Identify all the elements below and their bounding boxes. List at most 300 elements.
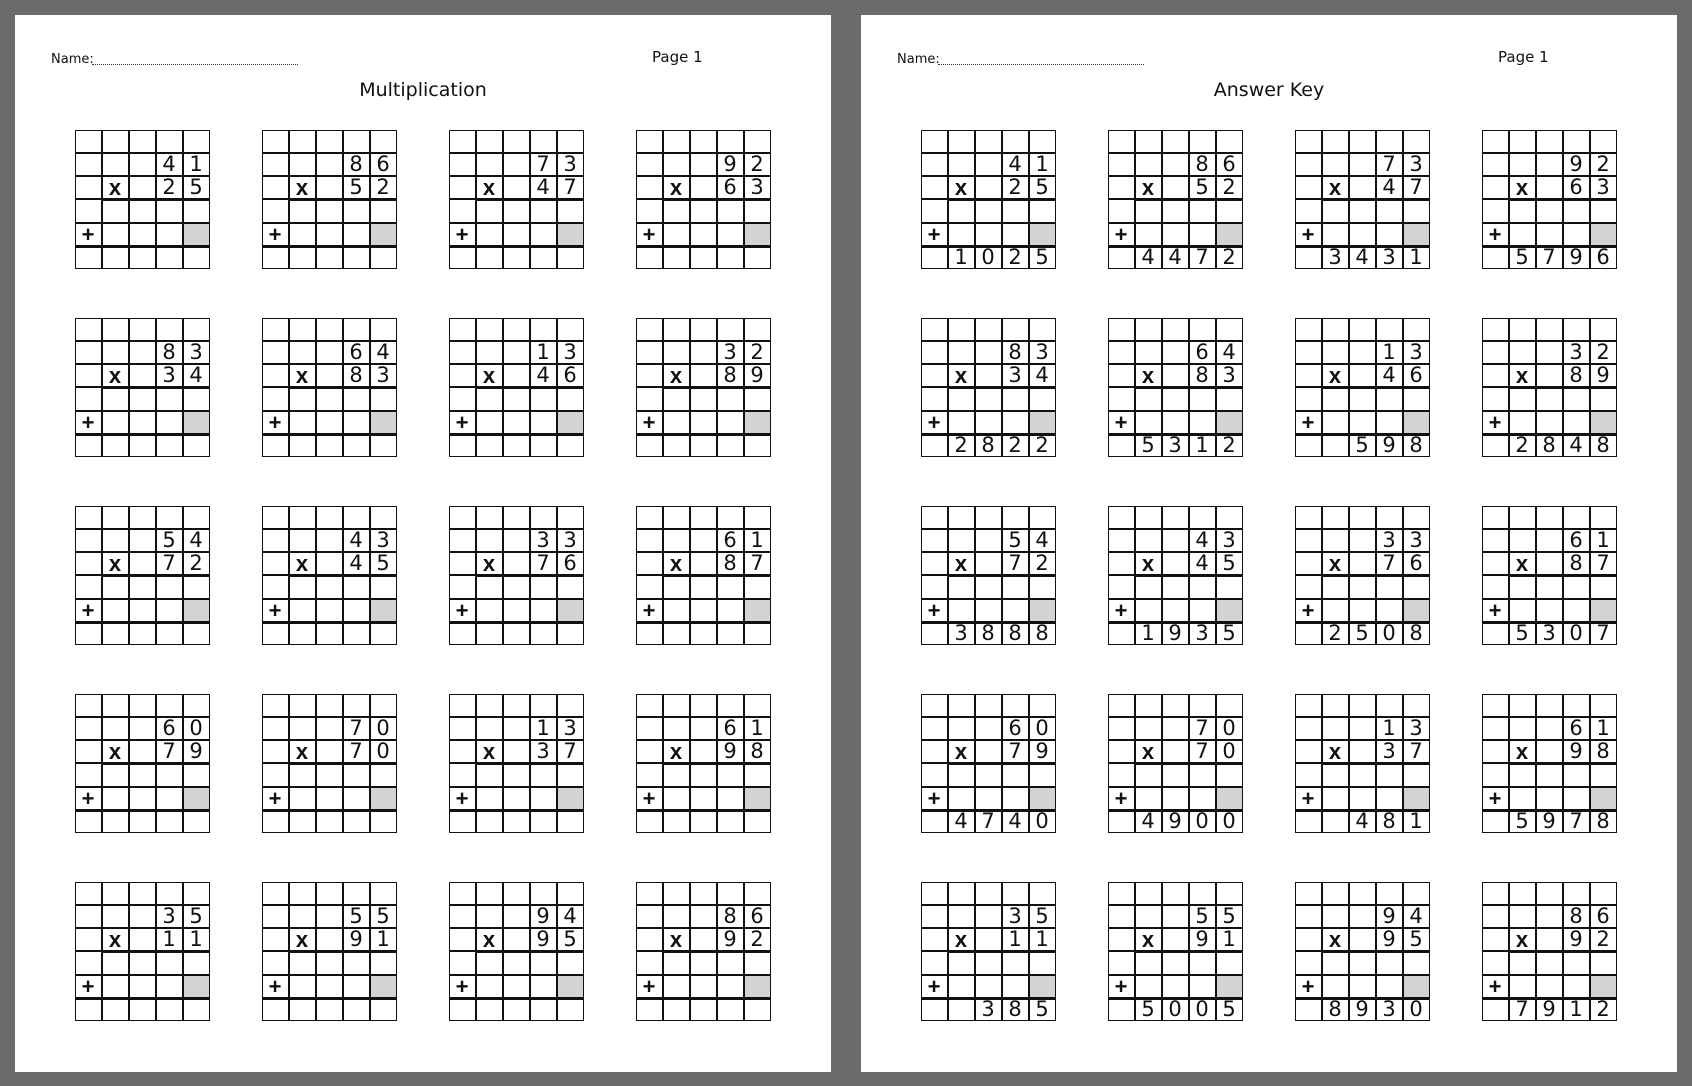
grid-cell (1376, 763, 1403, 786)
sum-rule (262, 809, 397, 812)
product-rule (476, 574, 584, 577)
grid-cell (503, 529, 530, 552)
grid-cell (1108, 905, 1135, 928)
product-rule (663, 574, 771, 577)
grid-cell (1322, 341, 1349, 364)
multiplier-digit: 9 (1590, 364, 1617, 387)
grid-cell (636, 434, 663, 457)
grid-cell (1590, 199, 1617, 222)
multiplicand-digit: 3 (1002, 905, 1029, 928)
placeholder-cell (370, 411, 397, 434)
grid-cell (1509, 199, 1536, 222)
grid-cell (1135, 975, 1162, 998)
grid-cell (1295, 246, 1322, 269)
grid-cell (262, 951, 289, 974)
answer-digit: 8 (1322, 998, 1349, 1021)
times-sign: x (663, 552, 690, 575)
grid-cell (1162, 787, 1189, 810)
multiplicand-digit: 1 (1376, 717, 1403, 740)
grid-cell (1002, 130, 1029, 153)
grid-cell (262, 998, 289, 1021)
times-sign: x (948, 364, 975, 387)
grid-cell (975, 341, 1002, 364)
grid-cell (717, 199, 744, 222)
grid-cell (1509, 951, 1536, 974)
grid-cell (1295, 763, 1322, 786)
product-rule (663, 386, 771, 389)
grid-cell (503, 223, 530, 246)
grid-cell (1295, 928, 1322, 951)
grid-cell (717, 810, 744, 833)
times-sign: x (1322, 552, 1349, 575)
grid-cell (663, 998, 690, 1021)
grid-cell (343, 951, 370, 974)
grid-cell (1509, 694, 1536, 717)
grid-cell (1108, 176, 1135, 199)
grid-cell (663, 882, 690, 905)
grid-cell (1536, 199, 1563, 222)
grid-cell (1482, 882, 1509, 905)
grid-cell (1376, 575, 1403, 598)
multiplicand-digit: 9 (530, 905, 557, 928)
times-sign: x (1322, 176, 1349, 199)
grid-cell (663, 810, 690, 833)
answer-digit: 1 (1563, 998, 1590, 1021)
multiplier-digit: 7 (530, 552, 557, 575)
grid-cell (370, 387, 397, 410)
multiplicand-digit: 3 (1403, 341, 1430, 364)
product-rule (1509, 198, 1617, 201)
grid-cell (948, 882, 975, 905)
times-sign: x (1135, 176, 1162, 199)
grid-cell (1376, 975, 1403, 998)
grid-cell (1162, 882, 1189, 905)
grid-cell (1590, 506, 1617, 529)
sum-rule (1295, 621, 1430, 624)
grid-cell (503, 975, 530, 998)
multiplier-digit: 6 (1403, 364, 1430, 387)
grid-cell (948, 787, 975, 810)
answer-digit: 3 (1376, 246, 1403, 269)
grid-cell (102, 341, 129, 364)
grid-cell (503, 153, 530, 176)
grid-cell (156, 694, 183, 717)
grid-cell (476, 199, 503, 222)
grid-cell (1295, 434, 1322, 457)
sum-rule (1295, 997, 1430, 1000)
placeholder-cell (1216, 411, 1243, 434)
answer-digit: 8 (975, 622, 1002, 645)
multiplicand-digit: 4 (370, 341, 397, 364)
grid-cell (262, 740, 289, 763)
grid-cell (921, 717, 948, 740)
grid-cell (1536, 387, 1563, 410)
grid-cell (530, 998, 557, 1021)
grid-cell (717, 387, 744, 410)
grid-cell (1135, 882, 1162, 905)
grid-cell (129, 246, 156, 269)
multiplication-problem (921, 130, 1056, 270)
grid-cell (1002, 387, 1029, 410)
grid-cell (948, 506, 975, 529)
times-sign: x (1509, 364, 1536, 387)
multiplicand-digit: 2 (1590, 153, 1617, 176)
grid-cell (948, 223, 975, 246)
multiplicand-digit: 3 (1563, 341, 1590, 364)
answer-digit: 1 (1189, 434, 1216, 457)
multiplier-digit: 1 (370, 928, 397, 951)
times-sign: x (289, 364, 316, 387)
grid-cell (1108, 882, 1135, 905)
grid-cell (744, 882, 771, 905)
grid-cell (1590, 694, 1617, 717)
grid-cell (1349, 975, 1376, 998)
grid-cell (1349, 694, 1376, 717)
grid-cell (476, 975, 503, 998)
grid-cell (636, 130, 663, 153)
grid-cell (262, 246, 289, 269)
times-sign: x (289, 928, 316, 951)
grid-cell (1216, 199, 1243, 222)
grid-cell (129, 975, 156, 998)
grid-cell (1482, 318, 1509, 341)
multiplier-digit: 4 (343, 552, 370, 575)
page-number: Page 1 (1498, 48, 1549, 66)
grid-cell (156, 882, 183, 905)
grid-cell (75, 575, 102, 598)
times-sign: x (1135, 928, 1162, 951)
multiplier-digit: 8 (1590, 740, 1617, 763)
placeholder-cell (744, 787, 771, 810)
multiplier-digit: 7 (1376, 552, 1403, 575)
plus-sign: + (1295, 411, 1322, 434)
grid-cell (503, 787, 530, 810)
answer-digit: 3 (948, 622, 975, 645)
grid-cell (530, 506, 557, 529)
sum-rule (262, 245, 397, 248)
grid-cell (343, 810, 370, 833)
grid-cell (316, 740, 343, 763)
grid-cell (1162, 387, 1189, 410)
grid-cell (530, 246, 557, 269)
grid-cell (557, 622, 584, 645)
grid-cell (636, 740, 663, 763)
plus-sign: + (1108, 223, 1135, 246)
multiplier-digit: 7 (343, 740, 370, 763)
grid-cell (1590, 882, 1617, 905)
grid-cell (75, 740, 102, 763)
multiplier-digit: 8 (744, 740, 771, 763)
grid-cell (102, 411, 129, 434)
grid-cell (1509, 387, 1536, 410)
grid-cell (975, 411, 1002, 434)
grid-cell (75, 434, 102, 457)
grid-cell (156, 787, 183, 810)
grid-cell (1135, 130, 1162, 153)
multiplication-problem (262, 506, 397, 646)
product-rule (1135, 762, 1243, 765)
plus-sign: + (1295, 599, 1322, 622)
answer-digit: 2 (1216, 434, 1243, 457)
grid-cell (476, 506, 503, 529)
grid-cell (1536, 341, 1563, 364)
grid-cell (1295, 622, 1322, 645)
answer-digit: 8 (1536, 434, 1563, 457)
grid-cell (1108, 763, 1135, 786)
grid-cell (1509, 763, 1536, 786)
grid-cell (663, 694, 690, 717)
grid-cell (1482, 506, 1509, 529)
grid-cell (1376, 694, 1403, 717)
multiplier-digit: 2 (1029, 552, 1056, 575)
grid-cell (663, 529, 690, 552)
grid-cell (1295, 740, 1322, 763)
grid-cell (1135, 717, 1162, 740)
grid-cell (1322, 223, 1349, 246)
grid-cell (1403, 763, 1430, 786)
grid-cell (289, 434, 316, 457)
multiplicand-digit: 1 (744, 717, 771, 740)
grid-cell (1216, 951, 1243, 974)
product-rule (663, 762, 771, 765)
grid-cell (717, 975, 744, 998)
grid-cell (156, 763, 183, 786)
times-sign: x (663, 740, 690, 763)
multiplier-digit: 9 (530, 928, 557, 951)
times-sign: x (476, 552, 503, 575)
grid-cell (663, 787, 690, 810)
grid-cell (129, 153, 156, 176)
grid-cell (690, 176, 717, 199)
grid-cell (921, 810, 948, 833)
grid-cell (663, 905, 690, 928)
multiplicand-digit: 4 (1029, 529, 1056, 552)
grid-cell (1349, 882, 1376, 905)
grid-cell (557, 882, 584, 905)
multiplicand-digit: 0 (1216, 717, 1243, 740)
grid-cell (1376, 506, 1403, 529)
grid-cell (1108, 717, 1135, 740)
grid-cell (690, 694, 717, 717)
times-sign: x (476, 740, 503, 763)
grid-cell (663, 975, 690, 998)
grid-cell (75, 763, 102, 786)
times-sign: x (476, 364, 503, 387)
grid-cell (1482, 810, 1509, 833)
grid-cell (717, 998, 744, 1021)
grid-cell (1536, 552, 1563, 575)
grid-cell (1162, 341, 1189, 364)
grid-cell (156, 411, 183, 434)
multiplicand-digit: 1 (530, 341, 557, 364)
multiplication-problem (921, 506, 1056, 646)
multiplicand-digit: 5 (343, 905, 370, 928)
multiplier-digit: 5 (343, 176, 370, 199)
multiplicand-digit: 7 (1189, 717, 1216, 740)
grid-cell (1322, 529, 1349, 552)
grid-cell (1189, 318, 1216, 341)
grid-cell (1349, 529, 1376, 552)
answer-digit: 1 (948, 246, 975, 269)
sum-rule (262, 997, 397, 1000)
grid-cell (449, 694, 476, 717)
grid-cell (1029, 387, 1056, 410)
grid-cell (343, 787, 370, 810)
product-rule (1322, 762, 1430, 765)
grid-cell (1563, 951, 1590, 974)
grid-cell (1162, 411, 1189, 434)
multiplication-problem (75, 506, 210, 646)
answer-digit: 1 (1135, 622, 1162, 645)
grid-cell (1295, 998, 1322, 1021)
grid-cell (663, 434, 690, 457)
answer-digit: 2 (948, 434, 975, 457)
grid-cell (449, 552, 476, 575)
placeholder-cell (1403, 411, 1430, 434)
grid-cell (921, 622, 948, 645)
grid-cell (1482, 717, 1509, 740)
multiplicand-digit: 1 (530, 717, 557, 740)
multiplicand-digit: 1 (1376, 341, 1403, 364)
grid-cell (129, 199, 156, 222)
grid-cell (1108, 575, 1135, 598)
grid-cell (1563, 694, 1590, 717)
times-sign: x (1135, 364, 1162, 387)
grid-cell (1563, 411, 1590, 434)
times-sign: x (476, 928, 503, 951)
multiplier-digit: 5 (183, 176, 210, 199)
grid-cell (102, 387, 129, 410)
grid-cell (921, 951, 948, 974)
grid-cell (975, 318, 1002, 341)
grid-cell (1108, 529, 1135, 552)
grid-cell (476, 246, 503, 269)
plus-sign: + (1482, 975, 1509, 998)
product-rule (948, 762, 1056, 765)
multiplier-digit: 2 (1002, 176, 1029, 199)
grid-cell (370, 951, 397, 974)
multiplier-digit: 7 (1002, 740, 1029, 763)
placeholder-cell (370, 599, 397, 622)
grid-cell (289, 199, 316, 222)
multiplicand-digit: 6 (1216, 153, 1243, 176)
grid-cell (1162, 529, 1189, 552)
plus-sign: + (1482, 223, 1509, 246)
grid-cell (102, 506, 129, 529)
times-sign: x (1509, 176, 1536, 199)
grid-cell (1509, 975, 1536, 998)
grid-cell (476, 694, 503, 717)
grid-cell (449, 318, 476, 341)
grid-cell (102, 787, 129, 810)
grid-cell (102, 434, 129, 457)
grid-cell (975, 153, 1002, 176)
times-sign: x (476, 176, 503, 199)
grid-cell (1349, 411, 1376, 434)
sum-rule (449, 997, 584, 1000)
grid-cell (1349, 506, 1376, 529)
grid-cell (183, 763, 210, 786)
grid-cell (1482, 341, 1509, 364)
grid-cell (289, 787, 316, 810)
plus-sign: + (1108, 599, 1135, 622)
grid-cell (183, 246, 210, 269)
grid-cell (156, 506, 183, 529)
grid-cell (975, 763, 1002, 786)
answer-digit: 1 (1403, 246, 1430, 269)
multiplication-problem (449, 318, 584, 458)
grid-cell (1029, 882, 1056, 905)
grid-cell (948, 411, 975, 434)
grid-cell (636, 246, 663, 269)
grid-cell (717, 622, 744, 645)
multiplier-digit: 7 (1002, 552, 1029, 575)
grid-cell (636, 951, 663, 974)
multiplier-digit: 5 (370, 552, 397, 575)
answer-digit: 9 (1162, 622, 1189, 645)
multiplier-digit: 4 (1029, 364, 1056, 387)
grid-cell (1536, 153, 1563, 176)
multiplicand-digit: 4 (1189, 529, 1216, 552)
multiplier-digit: 9 (183, 740, 210, 763)
grid-cell (717, 787, 744, 810)
sum-rule (75, 997, 210, 1000)
answer-digit: 6 (1590, 246, 1617, 269)
grid-cell (156, 998, 183, 1021)
answer-digit: 2 (1002, 246, 1029, 269)
grid-cell (1216, 506, 1243, 529)
grid-cell (1403, 199, 1430, 222)
grid-cell (1295, 506, 1322, 529)
multiplication-problem (1482, 882, 1617, 1022)
multiplicand-digit: 3 (1029, 341, 1056, 364)
grid-cell (1482, 905, 1509, 928)
multiplication-problem (921, 694, 1056, 834)
multiplicand-digit: 1 (1590, 717, 1617, 740)
multiplier-digit: 1 (1002, 928, 1029, 951)
grid-cell (129, 928, 156, 951)
grid-cell (1295, 717, 1322, 740)
placeholder-cell (557, 411, 584, 434)
multiplication-problem (1295, 694, 1430, 834)
multiplicand-digit: 7 (1376, 153, 1403, 176)
grid-cell (636, 318, 663, 341)
answer-digit: 8 (1403, 434, 1430, 457)
grid-cell (690, 975, 717, 998)
grid-cell (975, 223, 1002, 246)
answer-digit: 2 (1002, 434, 1029, 457)
grid-cell (744, 246, 771, 269)
grid-cell (1295, 176, 1322, 199)
grid-cell (1536, 411, 1563, 434)
grid-cell (449, 717, 476, 740)
multiplicand-digit: 1 (1029, 153, 1056, 176)
grid-cell (1482, 434, 1509, 457)
grid-cell (316, 130, 343, 153)
grid-cell (1295, 694, 1322, 717)
grid-cell (1536, 882, 1563, 905)
grid-cell (289, 130, 316, 153)
grid-cell (1322, 506, 1349, 529)
grid-cell (1322, 717, 1349, 740)
grid-cell (1162, 717, 1189, 740)
grid-cell (102, 599, 129, 622)
grid-cell (129, 905, 156, 928)
multiplicand-digit: 9 (1563, 153, 1590, 176)
multiplier-digit: 7 (557, 176, 584, 199)
grid-cell (1002, 599, 1029, 622)
grid-cell (921, 763, 948, 786)
